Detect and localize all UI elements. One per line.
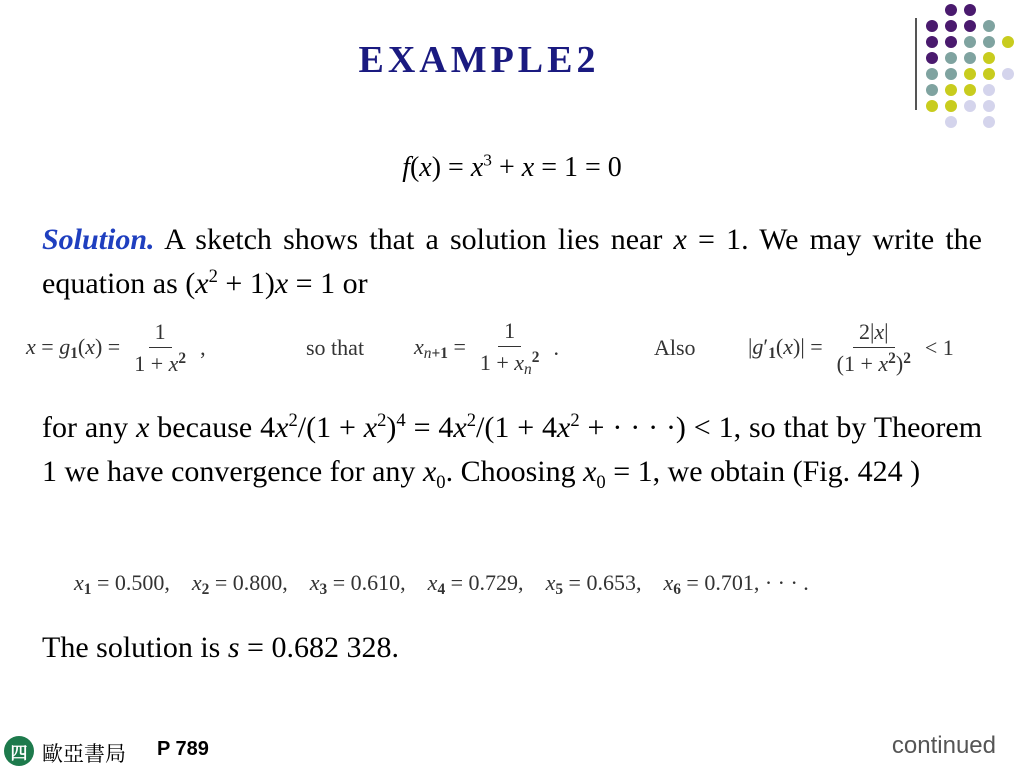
decorative-dot <box>983 100 995 112</box>
iteration-formula: xn+1 = $\frac{1}{1 + xn^2}$ . <box>414 317 559 378</box>
iterate-values <box>74 570 1004 599</box>
decorative-dot <box>945 4 957 16</box>
decorative-dot <box>964 68 976 80</box>
iterate-value: x4 = 0.729, <box>427 570 524 598</box>
publisher-logo: 四 <box>4 736 34 766</box>
solution-paragraph: Solution. A sketch shows that a solution lies near x = 1. We may write the equation as $(x^2 + 1)x = 1$ or <box>42 223 982 300</box>
decorative-dot <box>983 84 995 96</box>
fixed-point-formulas <box>26 312 1016 384</box>
main-equation: $f(x) = x^3 + x = 1 = 0$ <box>402 150 622 183</box>
decorative-dot <box>945 116 957 128</box>
iterate-value: x5 = 0.653, <box>545 570 642 598</box>
decorative-dot <box>926 100 938 112</box>
decorative-dot <box>964 100 976 112</box>
decorative-dot <box>983 116 995 128</box>
decorative-dot <box>945 84 957 96</box>
decorative-dot <box>1002 36 1014 48</box>
continued-label: continued <box>891 732 996 759</box>
decorative-dot <box>945 100 957 112</box>
decorative-dot <box>964 52 976 64</box>
decorative-dot <box>926 84 938 96</box>
decorative-dot <box>1002 68 1014 80</box>
page-number: P 789 <box>157 738 209 760</box>
decorative-dot <box>945 20 957 32</box>
so-that-text: so that <box>306 335 365 360</box>
also-text: Also <box>654 335 696 360</box>
result-line: The solution is s = 0.682 328. <box>42 631 399 664</box>
iterate-value: x6 = 0.701, · · · . <box>663 570 809 598</box>
decorative-dot <box>983 36 995 48</box>
decorative-dot <box>964 84 976 96</box>
decorative-dot <box>983 20 995 32</box>
derivative-bound: |g′1(x)| = $\frac{2|x|}{(1 + x^2)^2}$ < 1 <box>748 319 954 376</box>
iterate-value: x3 = 0.610, <box>309 570 406 598</box>
convergence-paragraph: for any x because $4x^2/(1 + x^2)^4 = 4x^2/(1 + 4x^2$ + · · · ·) < 1, so that by Theorem 1 we have convergence for any $x_0$. Choosing $x_0 = 1$, we obtain (Fig. 424 ) <box>42 410 983 493</box>
decorative-dot <box>926 20 938 32</box>
publisher-name: 歐亞書局 <box>42 742 126 766</box>
decorative-dot <box>983 68 995 80</box>
decorative-dot <box>983 52 995 64</box>
solution-label: Solution. <box>42 223 155 256</box>
slide-title: EXAMPLE2 <box>358 39 600 81</box>
decorative-dot <box>964 20 976 32</box>
iterate-value: x2 = 0.800, <box>191 570 288 598</box>
g-definition: x = g1(x) = $\frac{1}{1 + x^2}$ , <box>26 319 206 376</box>
decorative-dot <box>964 36 976 48</box>
iterate-value: x1 = 0.500, <box>74 570 170 598</box>
decorative-dot <box>964 4 976 16</box>
